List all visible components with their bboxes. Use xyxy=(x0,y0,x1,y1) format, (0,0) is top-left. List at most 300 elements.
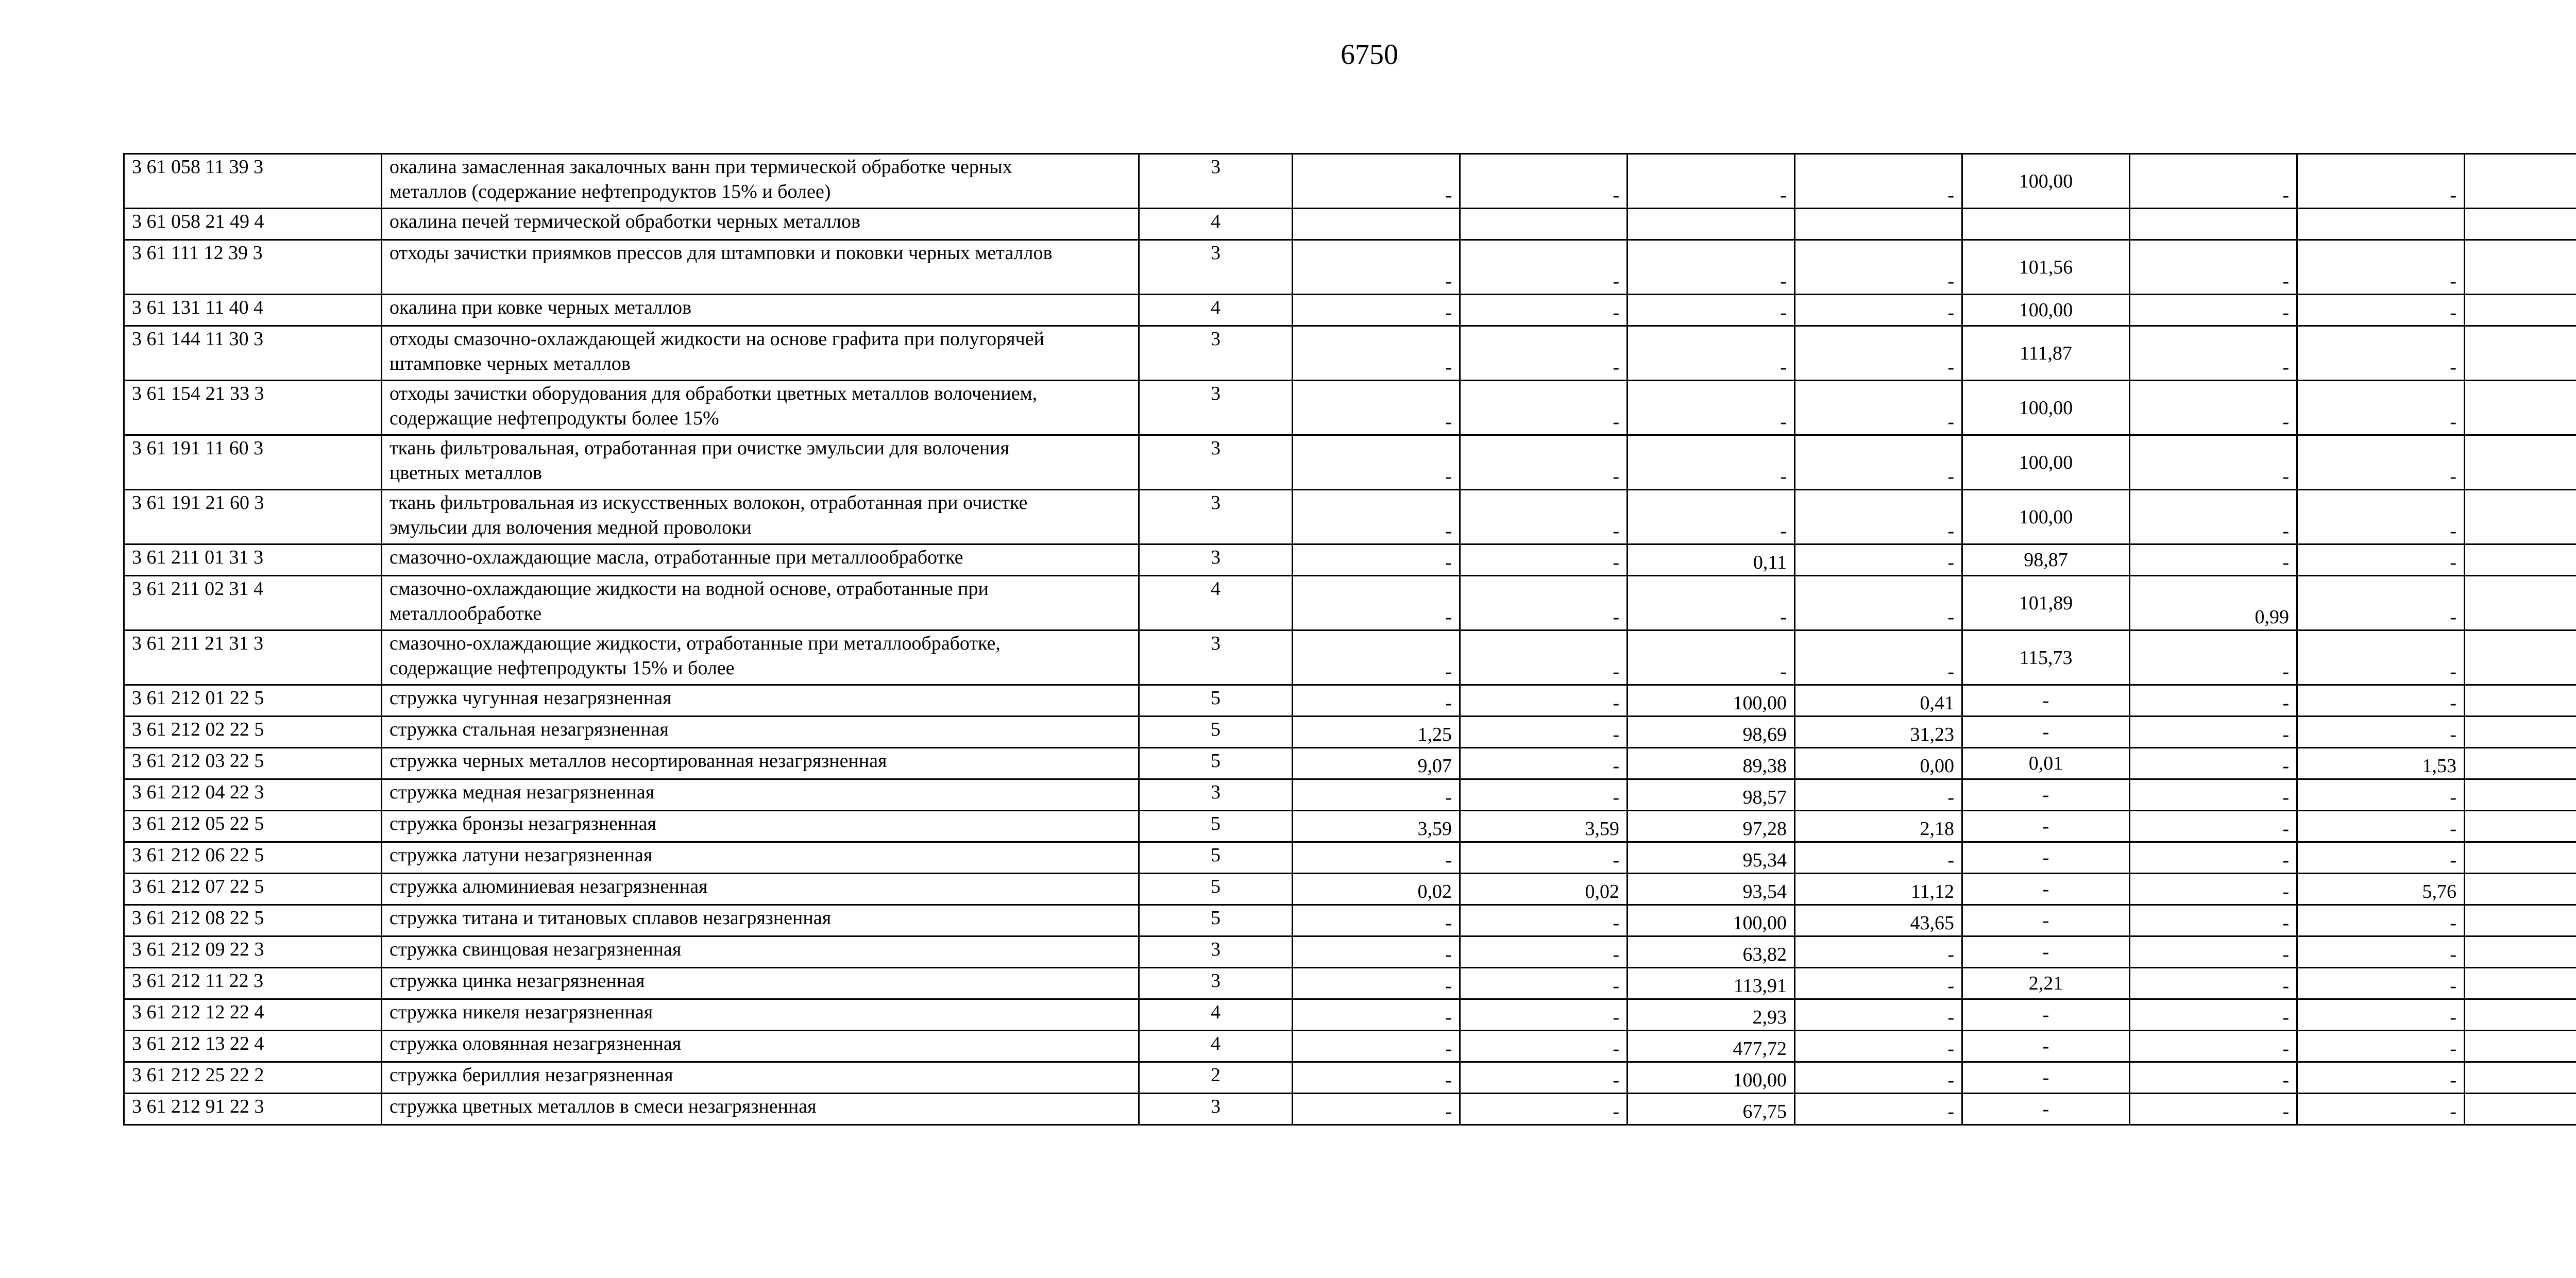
value-cell-6 xyxy=(2130,209,2297,240)
waste-name-line: окалина печей термической обработки черных металлов xyxy=(389,211,860,232)
value-cell-7: - xyxy=(2297,631,2465,685)
value-cell-5: - xyxy=(1962,779,2130,811)
value-cell-6: - xyxy=(2130,905,2297,936)
value-cell-1: - xyxy=(1293,1062,1460,1094)
hazard-class-cell: 2 xyxy=(1139,1062,1293,1094)
value-cell-8 xyxy=(2465,874,2576,905)
waste-name-line: смазочно-охлаждающие жидкости, отработанные при металлообработке, xyxy=(389,633,1001,654)
value-cell-5: - xyxy=(1962,1062,2130,1094)
value-cell-4: - xyxy=(1795,842,1962,874)
value-cell-1: - xyxy=(1293,295,1460,326)
value-cell-3: - xyxy=(1628,435,1795,490)
table-row xyxy=(124,936,2576,968)
value-cell-1: - xyxy=(1293,631,1460,685)
value-cell-5: 100,00 xyxy=(1962,490,2130,544)
waste-code-cell: 3 61 212 07 22 5 xyxy=(124,874,382,905)
waste-code-cell: 3 61 058 11 39 3 xyxy=(124,154,382,209)
value-cell-3: 0,11 xyxy=(1628,544,1795,576)
value-cell-7: - xyxy=(2297,295,2465,326)
value-cell-2: 0,02 xyxy=(1460,874,1628,905)
waste-name-line: стружка латуни незагрязненная xyxy=(389,844,653,866)
waste-name-cell xyxy=(382,811,1139,842)
value-cell-7: - xyxy=(2297,905,2465,936)
waste-name-cell xyxy=(382,874,1139,905)
value-cell-2: - xyxy=(1460,999,1628,1031)
value-cell-3: 477,72 xyxy=(1628,1031,1795,1062)
value-cell-4: - xyxy=(1795,631,1962,685)
waste-code-cell: 3 61 212 25 22 2 xyxy=(124,1062,382,1094)
value-cell-6: - xyxy=(2130,936,2297,968)
waste-code-cell: 3 61 212 06 22 5 xyxy=(124,842,382,874)
table-row xyxy=(124,544,2576,576)
value-cell-6: - xyxy=(2130,326,2297,381)
value-cell-7: - xyxy=(2297,936,2465,968)
value-cell-5: - xyxy=(1962,1094,2130,1125)
waste-name-line: стружка титана и титановых сплавов незагрязненная xyxy=(389,907,832,929)
value-cell-7: - xyxy=(2297,968,2465,999)
value-cell-4: 2,18 xyxy=(1795,811,1962,842)
value-cell-8 xyxy=(2465,381,2576,435)
value-cell-8 xyxy=(2465,1094,2576,1125)
value-cell-5: 100,00 xyxy=(1962,435,2130,490)
hazard-class-cell: 5 xyxy=(1139,874,1293,905)
waste-code-cell: 3 61 212 03 22 5 xyxy=(124,748,382,779)
value-cell-7: - xyxy=(2297,544,2465,576)
value-cell-4: - xyxy=(1795,435,1962,490)
value-cell-3: - xyxy=(1628,154,1795,209)
waste-code-cell: 3 61 212 05 22 5 xyxy=(124,811,382,842)
waste-name-cell xyxy=(382,779,1139,811)
waste-name-line: стружка чугунная незагрязненная xyxy=(389,687,672,709)
waste-code-cell: 3 61 191 21 60 3 xyxy=(124,490,382,544)
waste-name-cell xyxy=(382,544,1139,576)
value-cell-1 xyxy=(1293,209,1460,240)
table-row xyxy=(124,999,2576,1031)
value-cell-5: 0,01 xyxy=(1962,748,2130,779)
value-cell-1: - xyxy=(1293,685,1460,717)
value-cell-7: - xyxy=(2297,1094,2465,1125)
value-cell-2: - xyxy=(1460,490,1628,544)
table-row xyxy=(124,968,2576,999)
value-cell-2: - xyxy=(1460,1062,1628,1094)
value-cell-8 xyxy=(2465,1062,2576,1094)
value-cell-7: - xyxy=(2297,326,2465,381)
value-cell-5: - xyxy=(1962,1031,2130,1062)
value-cell-3: - xyxy=(1628,576,1795,631)
hazard-class-cell: 5 xyxy=(1139,685,1293,717)
hazard-class-cell: 4 xyxy=(1139,576,1293,631)
waste-code-cell: 3 61 131 11 40 4 xyxy=(124,295,382,326)
waste-name-line: стружка стальная незагрязненная xyxy=(389,719,669,740)
value-cell-5: 100,00 xyxy=(1962,154,2130,209)
value-cell-2 xyxy=(1460,209,1628,240)
value-cell-4 xyxy=(1795,209,1962,240)
value-cell-8 xyxy=(2465,576,2576,631)
value-cell-7: - xyxy=(2297,381,2465,435)
value-cell-5: - xyxy=(1962,905,2130,936)
waste-code-cell: 3 61 212 02 22 5 xyxy=(124,717,382,748)
value-cell-7: - xyxy=(2297,717,2465,748)
value-cell-4: 11,12 xyxy=(1795,874,1962,905)
waste-name-line: отходы зачистки оборудования для обработки цветных металлов волочением, xyxy=(389,383,1038,404)
value-cell-4: - xyxy=(1795,154,1962,209)
waste-name-line: стружка никеля незагрязненная xyxy=(389,1001,653,1023)
value-cell-3: 95,34 xyxy=(1628,842,1795,874)
waste-name-cell xyxy=(382,1094,1139,1125)
waste-name-cell xyxy=(382,326,1139,381)
value-cell-7: - xyxy=(2297,576,2465,631)
hazard-class-cell: 3 xyxy=(1139,435,1293,490)
waste-name-cell xyxy=(382,240,1139,295)
waste-code-cell: 3 61 212 01 22 5 xyxy=(124,685,382,717)
value-cell-3: 113,91 xyxy=(1628,968,1795,999)
value-cell-8 xyxy=(2465,544,2576,576)
value-cell-3: - xyxy=(1628,240,1795,295)
value-cell-2: - xyxy=(1460,435,1628,490)
value-cell-5: - xyxy=(1962,874,2130,905)
waste-name-line: металлов (содержание нефтепродуктов 15% и более) xyxy=(389,181,831,202)
hazard-class-cell: 3 xyxy=(1139,968,1293,999)
value-cell-6: - xyxy=(2130,154,2297,209)
waste-name-cell xyxy=(382,968,1139,999)
value-cell-1: 3,59 xyxy=(1293,811,1460,842)
waste-code-cell: 3 61 212 12 22 4 xyxy=(124,999,382,1031)
waste-name-cell xyxy=(382,209,1139,240)
waste-code-cell: 3 61 211 02 31 4 xyxy=(124,576,382,631)
waste-code-cell: 3 61 111 12 39 3 xyxy=(124,240,382,295)
value-cell-6: - xyxy=(2130,685,2297,717)
waste-code-cell: 3 61 191 11 60 3 xyxy=(124,435,382,490)
waste-name-line: ткань фильтровальная, отработанная при очистке эмульсии для волочения xyxy=(389,437,1009,459)
value-cell-2: - xyxy=(1460,968,1628,999)
value-cell-8 xyxy=(2465,936,2576,968)
value-cell-8 xyxy=(2465,968,2576,999)
value-cell-8 xyxy=(2465,811,2576,842)
value-cell-8 xyxy=(2465,1031,2576,1062)
waste-name-line: окалина замасленная закалочных ванн при термической обработке черных xyxy=(389,156,1012,178)
value-cell-8 xyxy=(2465,685,2576,717)
value-cell-8 xyxy=(2465,209,2576,240)
hazard-class-cell: 5 xyxy=(1139,842,1293,874)
value-cell-8 xyxy=(2465,717,2576,748)
table-row xyxy=(124,490,2576,544)
table-row xyxy=(124,240,2576,295)
waste-name-line: стружка алюминиевая незагрязненная xyxy=(389,876,708,897)
value-cell-2: - xyxy=(1460,240,1628,295)
hazard-class-cell: 5 xyxy=(1139,811,1293,842)
value-cell-5: 100,00 xyxy=(1962,295,2130,326)
value-cell-3: 67,75 xyxy=(1628,1094,1795,1125)
waste-name-line: металлообработке xyxy=(389,603,542,624)
value-cell-4: - xyxy=(1795,326,1962,381)
value-cell-4: - xyxy=(1795,779,1962,811)
value-cell-7: - xyxy=(2297,154,2465,209)
value-cell-3: 100,00 xyxy=(1628,685,1795,717)
waste-name-line: ткань фильтровальная из искусственных волокон, отработанная при очистке xyxy=(389,492,1028,514)
value-cell-1: - xyxy=(1293,490,1460,544)
value-cell-3: 89,38 xyxy=(1628,748,1795,779)
value-cell-8 xyxy=(2465,154,2576,209)
table-row xyxy=(124,631,2576,685)
table-row xyxy=(124,154,2576,209)
waste-name-line: содержащие нефтепродукты более 15% xyxy=(389,407,719,429)
value-cell-1: - xyxy=(1293,842,1460,874)
waste-name-line: стружка бериллия незагрязненная xyxy=(389,1064,673,1086)
table-row xyxy=(124,842,2576,874)
hazard-class-cell: 3 xyxy=(1139,154,1293,209)
hazard-class-cell: 3 xyxy=(1139,631,1293,685)
value-cell-6: - xyxy=(2130,544,2297,576)
value-cell-6: - xyxy=(2130,1062,2297,1094)
value-cell-6: - xyxy=(2130,435,2297,490)
value-cell-4: - xyxy=(1795,295,1962,326)
waste-name-cell xyxy=(382,154,1139,209)
table-row xyxy=(124,1062,2576,1094)
table-row xyxy=(124,295,2576,326)
value-cell-6: - xyxy=(2130,779,2297,811)
table-row xyxy=(124,811,2576,842)
value-cell-5: 2,21 xyxy=(1962,968,2130,999)
value-cell-2: - xyxy=(1460,936,1628,968)
value-cell-7: 5,76 xyxy=(2297,874,2465,905)
value-cell-6: - xyxy=(2130,748,2297,779)
hazard-class-cell: 5 xyxy=(1139,717,1293,748)
value-cell-5: 98,87 xyxy=(1962,544,2130,576)
value-cell-6: 0,99 xyxy=(2130,576,2297,631)
waste-name-cell xyxy=(382,435,1139,490)
value-cell-2: - xyxy=(1460,779,1628,811)
waste-name-line: цветных металлов xyxy=(389,462,542,484)
value-cell-1: - xyxy=(1293,435,1460,490)
value-cell-6: - xyxy=(2130,842,2297,874)
value-cell-4: - xyxy=(1795,936,1962,968)
value-cell-3: 98,69 xyxy=(1628,717,1795,748)
value-cell-1: 0,02 xyxy=(1293,874,1460,905)
waste-name-cell xyxy=(382,631,1139,685)
value-cell-6: - xyxy=(2130,381,2297,435)
hazard-class-cell: 4 xyxy=(1139,209,1293,240)
waste-name-line: стружка медная незагрязненная xyxy=(389,781,655,803)
hazard-class-cell: 3 xyxy=(1139,936,1293,968)
hazard-class-cell: 3 xyxy=(1139,326,1293,381)
value-cell-3: - xyxy=(1628,295,1795,326)
value-cell-5: - xyxy=(1962,685,2130,717)
value-cell-2: - xyxy=(1460,842,1628,874)
value-cell-2: - xyxy=(1460,1031,1628,1062)
value-cell-7: - xyxy=(2297,490,2465,544)
value-cell-3: 93,54 xyxy=(1628,874,1795,905)
value-cell-8 xyxy=(2465,326,2576,381)
value-cell-1: - xyxy=(1293,1031,1460,1062)
waste-code-cell: 3 61 144 11 30 3 xyxy=(124,326,382,381)
hazard-class-cell: 3 xyxy=(1139,544,1293,576)
value-cell-6: - xyxy=(2130,1031,2297,1062)
value-cell-3: 100,00 xyxy=(1628,905,1795,936)
value-cell-5: 101,89 xyxy=(1962,576,2130,631)
value-cell-6: - xyxy=(2130,1094,2297,1125)
waste-name-line: стружка черных металлов несортированная незагрязненная xyxy=(389,750,887,772)
value-cell-5: - xyxy=(1962,842,2130,874)
value-cell-5: 101,56 xyxy=(1962,240,2130,295)
waste-code-cell: 3 61 154 21 33 3 xyxy=(124,381,382,435)
value-cell-3: - xyxy=(1628,381,1795,435)
value-cell-2: - xyxy=(1460,1094,1628,1125)
value-cell-4: - xyxy=(1795,544,1962,576)
waste-name-cell xyxy=(382,936,1139,968)
value-cell-7: - xyxy=(2297,779,2465,811)
waste-code-cell: 3 61 058 21 49 4 xyxy=(124,209,382,240)
value-cell-2: - xyxy=(1460,381,1628,435)
hazard-class-cell: 3 xyxy=(1139,381,1293,435)
value-cell-4: - xyxy=(1795,968,1962,999)
value-cell-5: - xyxy=(1962,936,2130,968)
waste-name-cell xyxy=(382,1031,1139,1062)
value-cell-8 xyxy=(2465,905,2576,936)
waste-name-line xyxy=(389,265,1131,290)
value-cell-6: - xyxy=(2130,295,2297,326)
value-cell-1: - xyxy=(1293,240,1460,295)
value-cell-2: - xyxy=(1460,576,1628,631)
value-cell-4: - xyxy=(1795,381,1962,435)
value-cell-5: 115,73 xyxy=(1962,631,2130,685)
value-cell-7: - xyxy=(2297,999,2465,1031)
value-cell-8 xyxy=(2465,240,2576,295)
waste-name-cell xyxy=(382,685,1139,717)
value-cell-1: 9,07 xyxy=(1293,748,1460,779)
value-cell-3: 2,93 xyxy=(1628,999,1795,1031)
waste-name-line: смазочно-охлаждающие жидкости на водной основе, отработанные при xyxy=(389,578,989,600)
waste-name-cell xyxy=(382,295,1139,326)
table-row xyxy=(124,381,2576,435)
table-row xyxy=(124,874,2576,905)
value-cell-6: - xyxy=(2130,240,2297,295)
value-cell-3: - xyxy=(1628,631,1795,685)
waste-data-table xyxy=(123,153,2576,1126)
table-row xyxy=(124,685,2576,717)
value-cell-1: - xyxy=(1293,968,1460,999)
waste-name-line: стружка цинка незагрязненная xyxy=(389,970,645,992)
waste-name-cell xyxy=(382,748,1139,779)
waste-name-line: содержащие нефтепродукты 15% и более xyxy=(389,657,735,679)
hazard-class-cell: 4 xyxy=(1139,1031,1293,1062)
table-row xyxy=(124,326,2576,381)
value-cell-6: - xyxy=(2130,490,2297,544)
waste-name-line: штамповке черных металлов xyxy=(389,353,631,374)
value-cell-1: - xyxy=(1293,936,1460,968)
waste-name-line: стружка бронзы незагрязненная xyxy=(389,813,656,834)
waste-name-cell xyxy=(382,576,1139,631)
waste-name-line: отходы смазочно-охлаждающей жидкости на основе графита при полугорячей xyxy=(389,328,1044,350)
value-cell-1: - xyxy=(1293,326,1460,381)
value-cell-6: - xyxy=(2130,631,2297,685)
waste-code-cell: 3 61 212 09 22 3 xyxy=(124,936,382,968)
value-cell-4: - xyxy=(1795,1094,1962,1125)
value-cell-4: - xyxy=(1795,1031,1962,1062)
value-cell-2: - xyxy=(1460,748,1628,779)
value-cell-5: - xyxy=(1962,717,2130,748)
value-cell-3: - xyxy=(1628,490,1795,544)
hazard-class-cell: 3 xyxy=(1139,240,1293,295)
value-cell-8 xyxy=(2465,631,2576,685)
value-cell-6: - xyxy=(2130,811,2297,842)
waste-code-cell: 3 61 212 11 22 3 xyxy=(124,968,382,999)
value-cell-7: - xyxy=(2297,1031,2465,1062)
value-cell-2: - xyxy=(1460,685,1628,717)
value-cell-6: - xyxy=(2130,999,2297,1031)
waste-name-line: смазочно-охлаждающие масла, отработанные при металлообработке xyxy=(389,547,963,568)
waste-name-cell xyxy=(382,717,1139,748)
waste-name-line: эмульсии для волочения медной проволоки xyxy=(389,517,752,538)
value-cell-1: 1,25 xyxy=(1293,717,1460,748)
value-cell-1: - xyxy=(1293,1094,1460,1125)
value-cell-2: - xyxy=(1460,905,1628,936)
value-cell-4: - xyxy=(1795,490,1962,544)
value-cell-2: - xyxy=(1460,631,1628,685)
waste-name-cell xyxy=(382,1062,1139,1094)
value-cell-2: - xyxy=(1460,544,1628,576)
hazard-class-cell: 3 xyxy=(1139,1094,1293,1125)
waste-name-line: стружка цветных металлов в смеси незагрязненная xyxy=(389,1096,817,1117)
value-cell-4: 0,41 xyxy=(1795,685,1962,717)
table-row xyxy=(124,1094,2576,1125)
value-cell-8 xyxy=(2465,779,2576,811)
value-cell-4: - xyxy=(1795,1062,1962,1094)
waste-name-cell xyxy=(382,842,1139,874)
value-cell-7: - xyxy=(2297,842,2465,874)
value-cell-8 xyxy=(2465,295,2576,326)
value-cell-5: 111,87 xyxy=(1962,326,2130,381)
value-cell-8 xyxy=(2465,748,2576,779)
value-cell-3: 63,82 xyxy=(1628,936,1795,968)
waste-name-cell xyxy=(382,490,1139,544)
value-cell-8 xyxy=(2465,490,2576,544)
value-cell-7: - xyxy=(2297,240,2465,295)
value-cell-6: - xyxy=(2130,968,2297,999)
value-cell-1: - xyxy=(1293,381,1460,435)
value-cell-3: 97,28 xyxy=(1628,811,1795,842)
value-cell-6: - xyxy=(2130,717,2297,748)
hazard-class-cell: 4 xyxy=(1139,295,1293,326)
value-cell-7: - xyxy=(2297,685,2465,717)
waste-code-cell: 3 61 212 13 22 4 xyxy=(124,1031,382,1062)
value-cell-1: - xyxy=(1293,779,1460,811)
value-cell-2: - xyxy=(1460,326,1628,381)
waste-name-line: стружка свинцовая незагрязненная xyxy=(389,939,682,960)
value-cell-7 xyxy=(2297,209,2465,240)
value-cell-1: - xyxy=(1293,999,1460,1031)
value-cell-7: - xyxy=(2297,811,2465,842)
value-cell-7: - xyxy=(2297,1062,2465,1094)
waste-name-line: отходы зачистки приямков прессов для штамповки и поковки черных металлов xyxy=(389,242,1053,264)
value-cell-6: - xyxy=(2130,874,2297,905)
hazard-class-cell: 4 xyxy=(1139,999,1293,1031)
value-cell-1: - xyxy=(1293,576,1460,631)
value-cell-1: - xyxy=(1293,905,1460,936)
value-cell-2: 3,59 xyxy=(1460,811,1628,842)
hazard-class-cell: 3 xyxy=(1139,490,1293,544)
waste-name-cell xyxy=(382,999,1139,1031)
table-row xyxy=(124,748,2576,779)
value-cell-5 xyxy=(1962,209,2130,240)
value-cell-7: 1,53 xyxy=(2297,748,2465,779)
value-cell-8 xyxy=(2465,999,2576,1031)
value-cell-5: - xyxy=(1962,999,2130,1031)
table-row xyxy=(124,1031,2576,1062)
table-row xyxy=(124,779,2576,811)
hazard-class-cell: 5 xyxy=(1139,748,1293,779)
table-row xyxy=(124,435,2576,490)
value-cell-4: - xyxy=(1795,576,1962,631)
